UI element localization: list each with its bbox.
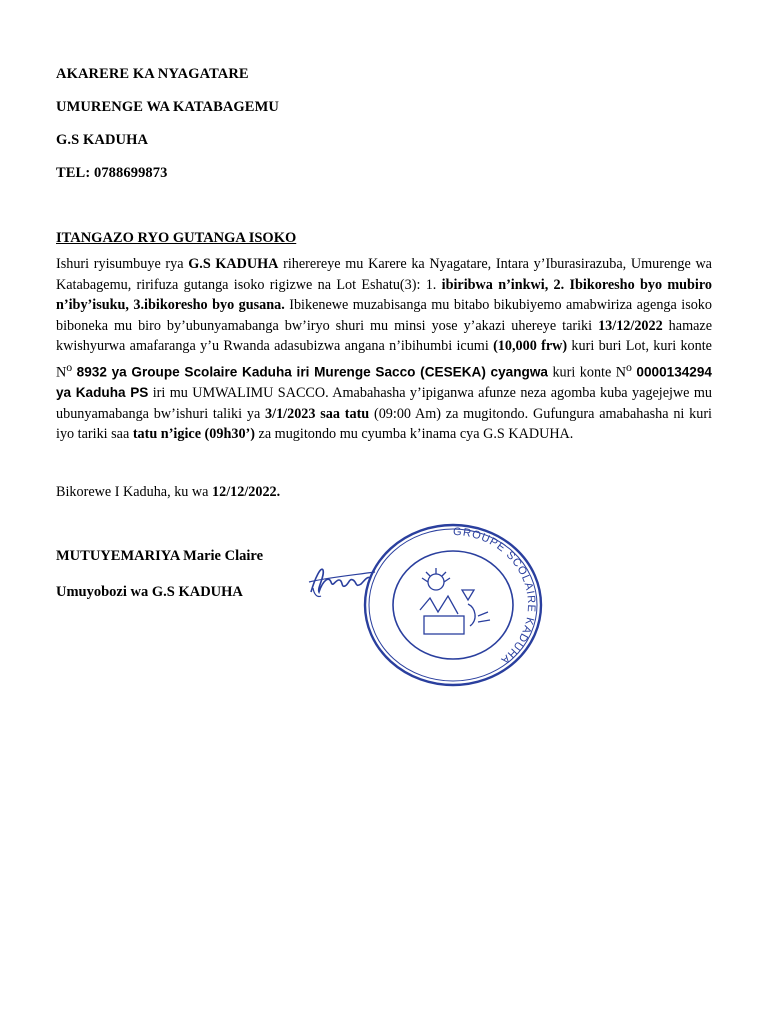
body-text: Ishuri ryisumbuye rya	[56, 256, 189, 272]
body-text: kuri konte N	[547, 364, 626, 381]
lots-list: ibiribwa n’inkwi, 2. Ibikoresho byo mubiro n’iby’isuku, 3.ibikoresho byo gusana.	[56, 276, 713, 314]
body-text: riherereye mu Karere ka Nyagatare, Intara y’Iburasirazuba, Umurenge wa Katabagemu, ririfuza gutanga isoko rigizwe na Lot Eshatu(3): 1.	[56, 256, 712, 293]
account-one: 8932 ya Groupe Scolaire Kaduha iri Murenge Sacco (CESEKA) cyangwa	[76, 364, 548, 380]
signatory-name: MUTUYEMARIYA Marie Claire	[56, 548, 264, 564]
deadline: 3/1/2023 saa tatu	[265, 405, 370, 422]
notice-body	[56, 254, 712, 445]
start-date: 13/12/2022	[598, 317, 663, 334]
district-line: AKARERE KA NYAGATARE	[56, 66, 249, 82]
body-text: kuri buri Lot, kuri konte N	[56, 338, 712, 381]
body-text: Ibikenewe muzabisanga mu bitabo bikubiyemo amabwiriza agenga isoko biboneka mu biro by’ubunyamabanga bw’iryo shuri mu minsi yose y’akazi uhereye tariki	[56, 297, 712, 334]
tel-line: TEL: 0788699873	[56, 165, 168, 181]
sector-line: UMURENGE WA KATABAGEMU	[56, 99, 279, 115]
fee-amount: (10,000 frw)	[493, 338, 568, 355]
body-text: (09:00 Am) za mugitondo. Gufungura amabahasha ni kuri iyo tariki saa	[56, 405, 712, 443]
body-text: iri mu UMWALIMU SACCO. Amabahasha y’ipiganwa afunze neza agomba kuba yagejejwe mu ubunyamabanga bw’ishuri taliki ya	[56, 385, 712, 422]
school-line: G.S KADUHA	[56, 132, 149, 148]
body-text: hamaze kwishyurwa amafaranga y’u Rwanda adasubizwa angana n’ibihumbi icumi	[56, 317, 712, 355]
body-bold: G.S KADUHA	[188, 256, 279, 272]
issue-date: 12/12/2022.	[212, 484, 281, 500]
notice-title: ITANGAZO RYO GUTANGA ISOKO	[56, 230, 297, 246]
stamp-ring-text: GROUPE SCOLAIRE KADUHA	[452, 525, 538, 667]
place-date-line	[56, 484, 280, 501]
stamp-emblem-icon	[420, 568, 490, 634]
numero-sup: o	[626, 359, 632, 374]
account-two: 0000134294 ya Kaduha PS	[56, 364, 712, 401]
signatory-role: Umuyobozi wa G.S KADUHA	[56, 584, 243, 600]
school-stamp	[358, 520, 548, 690]
place-text: Bikorewe I Kaduha, ku wa	[56, 484, 213, 500]
numero-sup: o	[66, 359, 73, 374]
opening-time: tatu n’igice (09h30’)	[132, 426, 255, 443]
body-text: za mugitondo mu cyumba k’inama cya G.S KADUHA.	[254, 426, 574, 443]
